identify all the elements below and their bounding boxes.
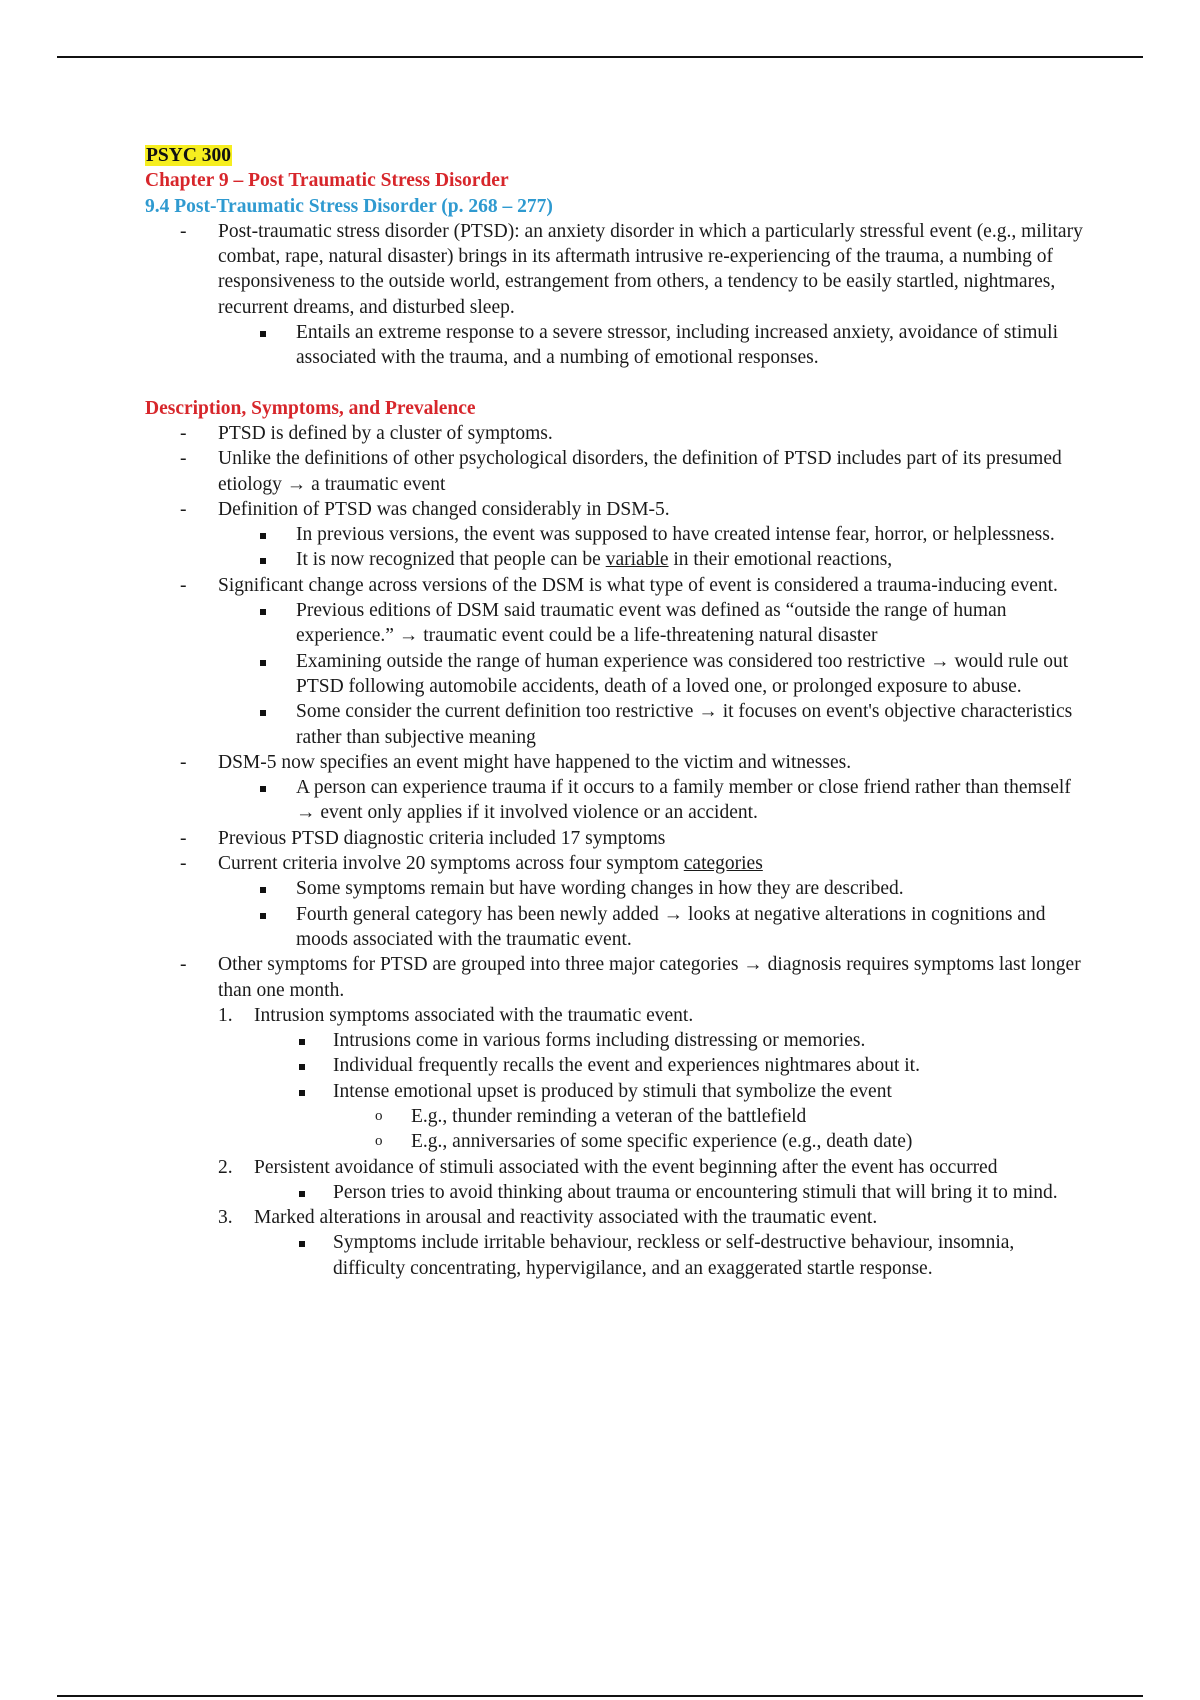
list-item: - Significant change across versions of the DSM is what type of event is considered a trauma-inducing event. Previous editions of DSM said traumatic event was defined as “outside the range of human experience.” → traumatic event could be a life-threatening natural disaster Examining outside the range of human experience was considered too restrictive → would rule out PTSD following automobile accidents, death of a loved one, or prolonged exposure to abuse. Some consider the current definition too restrictive → it focuses on event's objective characteristics rather than subjective meaning <box>145 573 1090 750</box>
list-item: Intrusions come in various forms including distressing or memories. <box>145 1028 1090 1053</box>
top-rule <box>57 56 1143 58</box>
numbered-list <box>145 1003 1090 1281</box>
list-item: - Current criteria involve 20 symptoms across four symptom categories Some symptoms remain but have wording changes in how they are described. Fourth general category has been newly added → looks at negative alterations in cognitions and moods associated with the traumatic event. <box>145 851 1090 952</box>
square-bullet-icon <box>260 710 266 716</box>
list-item: In previous versions, the event was supposed to have created intense fear, horror, or helplessness. <box>145 522 1090 547</box>
intro-list <box>145 219 1090 371</box>
list-item: Some symptoms remain but have wording changes in how they are described. <box>145 876 1090 901</box>
list-item: Examining outside the range of human experience was considered too restrictive → would rule out PTSD following automobile accidents, death of a loved one, or prolonged exposure to abuse. <box>145 649 1090 700</box>
list-item: - PTSD is defined by a cluster of symptoms. <box>180 422 553 444</box>
square-bullet-icon <box>299 1090 305 1096</box>
square-bullet-icon <box>260 609 266 615</box>
list-item: o E.g., anniversaries of some specific experience (e.g., death date) <box>375 1131 913 1153</box>
description-list <box>145 421 1090 1281</box>
square-bullet-icon <box>299 1039 305 1045</box>
list-item: - Definition of PTSD was changed considerably in DSM-5. In previous versions, the event was supposed to have created intense fear, horror, or helplessness. It is now recognized that people can be variable in their emotional reactions, <box>145 497 1090 573</box>
document-body <box>145 143 1090 1281</box>
list-item: Individual frequently recalls the event and experiences nightmares about it. <box>145 1053 1090 1078</box>
list-item: Person tries to avoid thinking about trauma or encountering stimuli that will bring it to mind. <box>145 1180 1090 1205</box>
list-item: It is now recognized that people can be variable in their emotional reactions, <box>145 547 1090 572</box>
chapter-title: Chapter 9 – Post Traumatic Stress Disorder <box>145 170 509 192</box>
list-item: Intense emotional upset is produced by stimuli that symbolize the event o E.g., thunder reminding a veteran of the battlefield o E.g., anniversaries of some specific experience (e.g., death date) <box>145 1079 1090 1155</box>
list-item: - Previous PTSD diagnostic criteria included 17 symptoms <box>180 827 666 849</box>
bottom-rule <box>57 1695 1143 1697</box>
list-item: Fourth general category has been newly added → looks at negative alterations in cognitions and moods associated with the traumatic event. <box>145 902 1090 953</box>
list-item: Entails an extreme response to a severe stressor, including increased anxiety, avoidance of stimuli associated with the trauma, and a numbing of emotional responses. <box>145 320 1090 371</box>
section-heading: Description, Symptoms, and Prevalence <box>145 397 476 419</box>
list-item: Some consider the current definition too restrictive → it focuses on event's objective characteristics rather than subjective meaning <box>145 699 1090 750</box>
list-item: - DSM-5 now specifies an event might have happened to the victim and witnesses. A person can experience trauma if it occurs to a family member or close friend rather than themself → event only applies if it involved violence or an accident. <box>145 750 1090 826</box>
list-item: Previous editions of DSM said traumatic event was defined as “outside the range of human experience.” → traumatic event could be a life-threatening natural disaster <box>145 598 1090 649</box>
list-item: - Other symptoms for PTSD are grouped into three major categories → diagnosis requires symptoms last longer than one month. 1. Intrusion symptoms associated with the traumatic event. Intrusions come in various forms including distressing or memories. Individual frequently recalls the event and experiences nightmares about it. Intense emotional upset is produced by stimuli that symbolize the event o E.g., thunder reminding a veteran of the battlefield o E.g., anniversaries of some specific experience (e.g., death date) 2. Persistent avoidance of stimuli associated with the event beginning after the event has occurred Person tries to avoid thinking about trauma or encountering stimuli that will bring it to mind. 3. Marked alterations in arousal and reactivity associated with the traumatic event. Symptoms include irritable behaviour, reckless or self-destructive behaviour, insomnia, difficulty concentrating, hypervigilance, and an exaggerated startle response. <box>145 952 1090 1281</box>
square-bullet-icon <box>260 558 266 564</box>
list-item: A person can experience trauma if it occurs to a family member or close friend rather than themself → event only applies if it involved violence or an accident. <box>145 775 1090 826</box>
square-bullet-icon <box>260 786 266 792</box>
square-bullet-icon <box>260 913 266 919</box>
list-item: o E.g., thunder reminding a veteran of the battlefield <box>375 1105 807 1127</box>
square-bullet-icon <box>260 331 266 337</box>
course-code: PSYC 300 <box>146 145 232 166</box>
numbered-item: 3. Marked alterations in arousal and reactivity associated with the traumatic event. Symptoms include irritable behaviour, reckless or self-destructive behaviour, insomnia, difficulty concentrating, hypervigilance, and an exaggerated startle response. <box>145 1205 1090 1281</box>
list-item: - Unlike the definitions of other psychological disorders, the definition of PTSD includes part of its presumed etiology → a traumatic event <box>180 448 1062 495</box>
numbered-item: 2. Persistent avoidance of stimuli associated with the event beginning after the event has occurred Person tries to avoid thinking about trauma or encountering stimuli that will bring it to mind. <box>145 1155 1090 1206</box>
list-item: - Post-traumatic stress disorder (PTSD): an anxiety disorder in which a particularly stressful event (e.g., military combat, rape, natural disaster) brings in its aftermath intrusive re-experiencing of the trauma, a numbing of responsiveness to the outside world, estrangement from others, a tendency to be easily startled, nightmares, recurrent dreams, and disturbed sleep. Entails an extreme response to a severe stressor, including increased anxiety, avoidance of stimuli associated with the trauma, and a numbing of emotional responses. <box>145 219 1090 371</box>
numbered-item: 1. Intrusion symptoms associated with the traumatic event. Intrusions come in various forms including distressing or memories. Individual frequently recalls the event and experiences nightmares about it. Intense emotional upset is produced by stimuli that symbolize the event o E.g., thunder reminding a veteran of the battlefield o E.g., anniversaries of some specific experience (e.g., death date) <box>145 1003 1090 1155</box>
square-bullet-icon <box>260 533 266 539</box>
list-item: Symptoms include irritable behaviour, reckless or self-destructive behaviour, insomnia, difficulty concentrating, hypervigilance, and an exaggerated startle response. <box>145 1230 1090 1281</box>
square-bullet-icon <box>299 1241 305 1247</box>
section-title: 9.4 Post-Traumatic Stress Disorder (p. 268 – 277) <box>145 195 553 217</box>
square-bullet-icon <box>299 1191 305 1197</box>
square-bullet-icon <box>299 1064 305 1070</box>
square-bullet-icon <box>260 660 266 666</box>
square-bullet-icon <box>260 887 266 893</box>
